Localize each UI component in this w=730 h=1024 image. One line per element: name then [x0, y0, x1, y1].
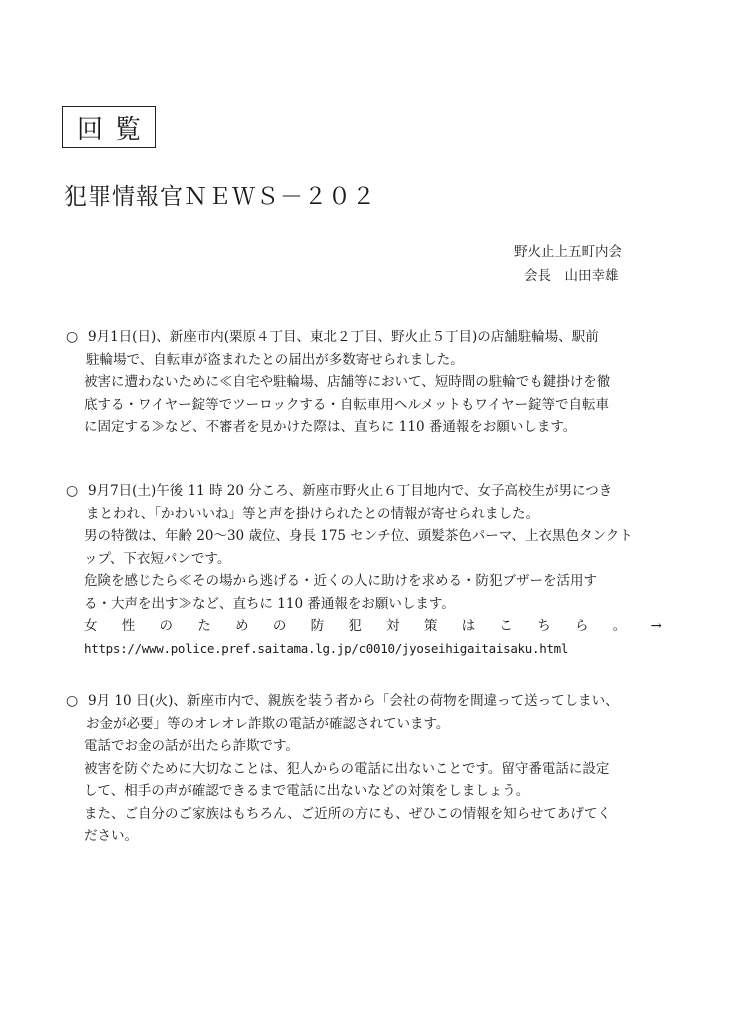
- notice-line: 駐輪場で、自転車が盗まれたとの届出が多数寄せられました。: [86, 351, 464, 368]
- notice-line: 9月1日(日)、新座市内(栗原４丁目、東北２丁目、野火止５丁目)の店舗駐輪場、駅前: [88, 329, 599, 345]
- spread-char: め: [235, 618, 249, 634]
- notice-line: 9月7日(土)午後 11 時 20 分ころ、新座市野火止６丁目地内で、女子高校生が男につき: [88, 483, 613, 499]
- police-url-link[interactable]: https://www.police.pref.saitama.lg.jp/c0010/jyoseihigaitaisaku.html: [84, 640, 569, 656]
- bullet-circle-icon: ○: [66, 693, 79, 709]
- spread-char: 対: [386, 618, 400, 634]
- notice-section-stalking: [66, 480, 666, 660]
- notice-line: 被害を防ぐために大切なことは、犯人からの電話に出ないことです。留守番電話に設定: [84, 760, 610, 777]
- spread-char: こ: [499, 618, 513, 634]
- notice-line: して、相手の声が確認できるまで電話に出ないなどの対策をしましょう。: [84, 783, 530, 799]
- notice-line: ださい。: [84, 828, 138, 844]
- spread-char: 犯: [348, 618, 362, 634]
- notice-section-phone-fraud: [66, 690, 666, 848]
- spread-char: の: [272, 618, 287, 634]
- spread-char: の: [159, 618, 174, 634]
- notice-line: に固定する≫など、不審者を見かけた際は、直ちに 110 番通報をお願いします。: [84, 419, 577, 435]
- notice-line: 被害に遭わないために≪自宅や駐輪場、店舗等において、短時間の駐輪でも鍵掛けを徹: [84, 374, 611, 390]
- women-safety-link-label: [66, 615, 666, 638]
- notice-line: 危険を感じたら≪その場から逃げる・近くの人に助けを求める・防犯ブザーを活用す: [84, 573, 597, 589]
- spread-char: 性: [121, 618, 136, 634]
- page-title: 犯罪情報官ＮＥＷＳ－２０２: [64, 184, 376, 210]
- spread-char: ち: [537, 618, 551, 634]
- spread-char: 防: [310, 618, 325, 634]
- notice-line: ップ、下衣短パンです。: [84, 550, 231, 567]
- spread-char: 策: [423, 618, 438, 634]
- notice-line: 底する・ワイヤー錠等でツーロックする・自転車用ヘルメットもワイヤー錠等で自転車: [84, 396, 610, 413]
- notice-line: 男の特徴は、年齢 20～30 歳位、身長 175 センチ位、頭髪茶色パーマ、上衣黒色タンクト: [84, 528, 633, 544]
- spread-char: 女: [84, 618, 98, 634]
- arrow-right-icon: →: [650, 618, 662, 634]
- spread-char: は: [461, 618, 476, 634]
- organization-name: 野火止上五町内会: [514, 244, 622, 260]
- notice-line: 電話でお金の話が出たら詐欺です。: [84, 738, 299, 754]
- notice-line: お金が必要」等のオレオレ詐欺の電話が確認されています。: [86, 715, 450, 732]
- notice-section-bicycle-theft: [66, 326, 666, 439]
- notice-line: また、ご自分のご家族はもちろん、ご近所の方にも、ぜひこの情報を知らせてあげてく: [84, 805, 611, 822]
- circulation-stamp: 回覧: [62, 106, 156, 148]
- organization-chair: 会長 山田幸雄: [524, 268, 619, 284]
- notice-line: る・大声を出す≫など、直ちに 110 番通報をお願いします。: [84, 595, 455, 612]
- organization-block: [514, 240, 622, 288]
- spread-char: ら: [574, 618, 589, 634]
- bullet-circle-icon: ○: [66, 329, 79, 345]
- bullet-circle-icon: ○: [66, 483, 79, 499]
- spread-char: た: [197, 618, 211, 634]
- notice-line: まとわれ、「かわいいね」等と声を掛けられたとの情報が寄せられました。: [86, 505, 540, 522]
- spread-char: 。: [612, 618, 627, 634]
- notice-line: 9月 10 日(火)、新座市内で、親族を装う者から「会社の荷物を間違って送ってしまい、: [88, 693, 619, 709]
